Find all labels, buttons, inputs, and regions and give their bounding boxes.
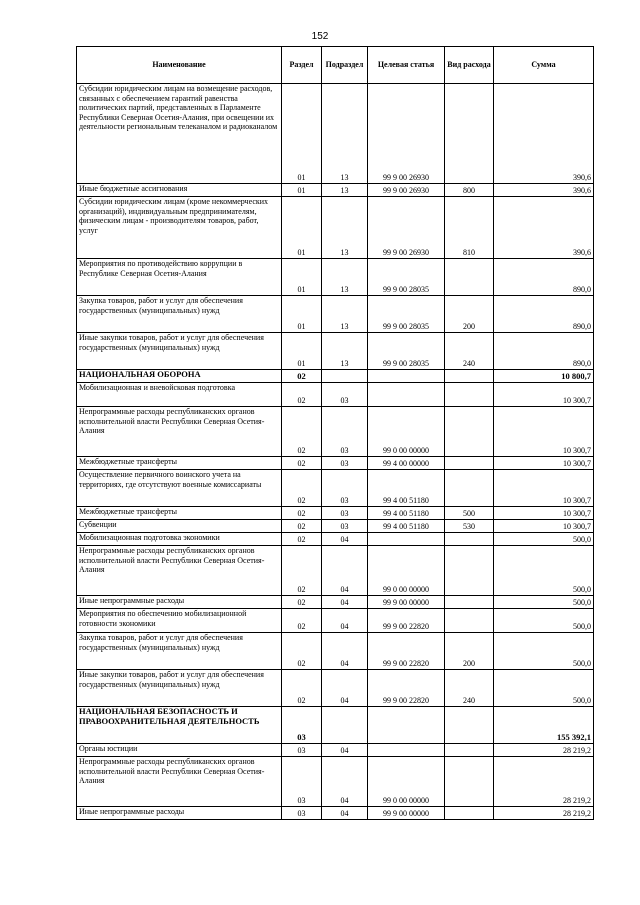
- header-razdel: Раздел: [282, 47, 322, 84]
- cell-summa: 28 219,2: [494, 744, 594, 757]
- cell-statya: 99 0 00 00000: [368, 407, 445, 457]
- cell-summa: 28 219,2: [494, 757, 594, 807]
- cell-summa: 500,0: [494, 670, 594, 707]
- cell-summa: 890,0: [494, 333, 594, 370]
- cell-podrazdel: [322, 707, 368, 744]
- cell-vid: 810: [445, 197, 494, 259]
- cell-vid: 240: [445, 333, 494, 370]
- cell-vid: 200: [445, 296, 494, 333]
- cell-razdel: 01: [282, 184, 322, 197]
- table-header: [77, 47, 594, 84]
- cell-podrazdel: 13: [322, 184, 368, 197]
- cell-podrazdel: 13: [322, 333, 368, 370]
- cell-name: Осуществление первичного воинского учета на территориях, где отсутствуют военные комиссариаты: [77, 470, 282, 507]
- cell-vid: [445, 546, 494, 596]
- table-row: [77, 744, 594, 757]
- cell-statya: 99 9 00 28035: [368, 333, 445, 370]
- cell-vid: [445, 370, 494, 383]
- table-row: [77, 470, 594, 507]
- cell-statya: [368, 370, 445, 383]
- cell-statya: 99 4 00 00000: [368, 457, 445, 470]
- cell-razdel: 02: [282, 383, 322, 407]
- table-row: [77, 533, 594, 546]
- cell-statya: 99 4 00 51180: [368, 520, 445, 533]
- cell-summa: 390,6: [494, 84, 594, 184]
- table-row: [77, 259, 594, 296]
- table-row: [77, 596, 594, 609]
- cell-razdel: 01: [282, 197, 322, 259]
- cell-vid: 240: [445, 670, 494, 707]
- cell-statya: 99 9 00 26930: [368, 184, 445, 197]
- table-row: [77, 84, 594, 184]
- cell-statya: 99 9 00 22820: [368, 633, 445, 670]
- cell-vid: [445, 707, 494, 744]
- cell-vid: [445, 807, 494, 820]
- cell-vid: [445, 84, 494, 184]
- cell-statya: 99 4 00 51180: [368, 470, 445, 507]
- page-number: 152: [311, 31, 329, 42]
- cell-vid: 200: [445, 633, 494, 670]
- cell-name: Мероприятия по противодействию коррупции в Республике Северная Осетия-Алания: [77, 259, 282, 296]
- cell-razdel: 02: [282, 546, 322, 596]
- header-name: Наименование: [77, 47, 282, 84]
- cell-summa: 390,6: [494, 184, 594, 197]
- cell-razdel: 02: [282, 633, 322, 670]
- cell-podrazdel: 04: [322, 670, 368, 707]
- cell-name: Иные непрограммные расходы: [77, 807, 282, 820]
- header-podrazdel: Подраздел: [322, 47, 368, 84]
- cell-vid: [445, 383, 494, 407]
- cell-statya: 99 9 00 28035: [368, 259, 445, 296]
- cell-summa: 28 219,2: [494, 807, 594, 820]
- cell-name: Закупка товаров, работ и услуг для обеспечения государственных (муниципальных) нужд: [77, 296, 282, 333]
- cell-name: Непрограммные расходы республиканских органов исполнительной власти Республики Северная Осетия-Алания: [77, 546, 282, 596]
- cell-podrazdel: 04: [322, 757, 368, 807]
- cell-razdel: 02: [282, 520, 322, 533]
- cell-summa: 500,0: [494, 546, 594, 596]
- cell-name: Иные непрограммные расходы: [77, 596, 282, 609]
- cell-summa: 10 300,7: [494, 520, 594, 533]
- table-row: [77, 333, 594, 370]
- cell-podrazdel: 03: [322, 520, 368, 533]
- cell-name: Межбюджетные трансферты: [77, 507, 282, 520]
- cell-razdel: 02: [282, 596, 322, 609]
- cell-name: НАЦИОНАЛЬНАЯ БЕЗОПАСНОСТЬ И ПРАВООХРАНИТЕЛЬНАЯ ДЕЯТЕЛЬНОСТЬ: [77, 707, 282, 744]
- cell-statya: [368, 744, 445, 757]
- table-row: [77, 757, 594, 807]
- cell-podrazdel: 03: [322, 470, 368, 507]
- cell-statya: [368, 383, 445, 407]
- cell-summa: 10 300,7: [494, 383, 594, 407]
- cell-name: Мероприятия по обеспечению мобилизационной готовности экономики: [77, 609, 282, 633]
- cell-razdel: 02: [282, 457, 322, 470]
- cell-vid: [445, 596, 494, 609]
- table-row: [77, 407, 594, 457]
- cell-summa: 10 300,7: [494, 457, 594, 470]
- header-statya: Целевая статья: [368, 47, 445, 84]
- cell-name: Непрограммные расходы республиканских органов исполнительной власти Республики Северная Осетия-Алания: [77, 407, 282, 457]
- cell-razdel: 01: [282, 296, 322, 333]
- cell-name: Субвенции: [77, 520, 282, 533]
- budget-table: [76, 46, 594, 820]
- cell-summa: 500,0: [494, 596, 594, 609]
- table-row: [77, 609, 594, 633]
- cell-vid: 800: [445, 184, 494, 197]
- cell-podrazdel: 04: [322, 807, 368, 820]
- cell-summa: 10 300,7: [494, 507, 594, 520]
- cell-razdel: 02: [282, 370, 322, 383]
- cell-razdel: 01: [282, 84, 322, 184]
- cell-vid: [445, 744, 494, 757]
- cell-statya: 99 9 00 28035: [368, 296, 445, 333]
- table-row: [77, 184, 594, 197]
- cell-vid: [445, 407, 494, 457]
- cell-podrazdel: 04: [322, 596, 368, 609]
- cell-podrazdel: 04: [322, 609, 368, 633]
- cell-statya: 99 9 00 00000: [368, 596, 445, 609]
- cell-summa: 155 392,1: [494, 707, 594, 744]
- cell-razdel: 02: [282, 407, 322, 457]
- cell-podrazdel: 13: [322, 197, 368, 259]
- cell-razdel: 02: [282, 609, 322, 633]
- table-row: [77, 546, 594, 596]
- cell-name: Мобилизационная и вневойсковая подготовка: [77, 383, 282, 407]
- cell-statya: 99 0 00 00000: [368, 546, 445, 596]
- cell-summa: 10 800,7: [494, 370, 594, 383]
- cell-podrazdel: 03: [322, 383, 368, 407]
- table-row: [77, 507, 594, 520]
- table-row: [77, 197, 594, 259]
- cell-name: Субсидии юридическим лицам на возмещение расходов, связанных с обеспечением гарантий равенства политических партий, представленных в Парламенте Республики Северная Осетия-Алания, при освещении их деятельности региональным телеканалом и радиоканалом: [77, 84, 282, 184]
- header-vid: Вид расхода: [445, 47, 494, 84]
- table-row: [77, 457, 594, 470]
- cell-statya: 99 9 00 26930: [368, 197, 445, 259]
- cell-vid: [445, 470, 494, 507]
- cell-name: Мобилизационная подготовка экономики: [77, 533, 282, 546]
- table-row: [77, 370, 594, 383]
- table-row: [77, 633, 594, 670]
- cell-razdel: 02: [282, 470, 322, 507]
- cell-razdel: 03: [282, 707, 322, 744]
- table-row: [77, 707, 594, 744]
- cell-vid: 530: [445, 520, 494, 533]
- cell-name: Закупка товаров, работ и услуг для обеспечения государственных (муниципальных) нужд: [77, 633, 282, 670]
- cell-razdel: 01: [282, 259, 322, 296]
- cell-summa: 890,0: [494, 259, 594, 296]
- cell-vid: [445, 757, 494, 807]
- cell-summa: 890,0: [494, 296, 594, 333]
- cell-razdel: 03: [282, 744, 322, 757]
- cell-podrazdel: 03: [322, 407, 368, 457]
- cell-statya: [368, 707, 445, 744]
- cell-name: Непрограммные расходы республиканских органов исполнительной власти Республики Северная Осетия-Алания: [77, 757, 282, 807]
- cell-vid: [445, 457, 494, 470]
- table-row: [77, 520, 594, 533]
- table-row: [77, 296, 594, 333]
- cell-podrazdel: 03: [322, 507, 368, 520]
- cell-razdel: 01: [282, 333, 322, 370]
- cell-razdel: 02: [282, 533, 322, 546]
- cell-vid: [445, 533, 494, 546]
- cell-podrazdel: 04: [322, 633, 368, 670]
- cell-podrazdel: 13: [322, 259, 368, 296]
- cell-statya: 99 4 00 51180: [368, 507, 445, 520]
- cell-statya: 99 9 00 26930: [368, 84, 445, 184]
- cell-podrazdel: 03: [322, 457, 368, 470]
- cell-statya: 99 9 00 22820: [368, 609, 445, 633]
- cell-razdel: 03: [282, 807, 322, 820]
- header-summa: Сумма: [494, 47, 594, 84]
- cell-summa: 500,0: [494, 609, 594, 633]
- cell-name: Иные закупки товаров, работ и услуг для обеспечения государственных (муниципальных) нужд: [77, 670, 282, 707]
- cell-razdel: 03: [282, 757, 322, 807]
- cell-podrazdel: [322, 370, 368, 383]
- cell-summa: 10 300,7: [494, 470, 594, 507]
- cell-name: НАЦИОНАЛЬНАЯ ОБОРОНА: [77, 370, 282, 383]
- cell-vid: 500: [445, 507, 494, 520]
- cell-razdel: 02: [282, 507, 322, 520]
- cell-summa: 390,6: [494, 197, 594, 259]
- cell-summa: 500,0: [494, 533, 594, 546]
- table-row: [77, 383, 594, 407]
- cell-podrazdel: 04: [322, 546, 368, 596]
- cell-vid: [445, 259, 494, 296]
- cell-vid: [445, 609, 494, 633]
- cell-podrazdel: 04: [322, 533, 368, 546]
- cell-podrazdel: 04: [322, 744, 368, 757]
- cell-summa: 500,0: [494, 633, 594, 670]
- cell-statya: [368, 533, 445, 546]
- cell-summa: 10 300,7: [494, 407, 594, 457]
- cell-statya: 99 9 00 00000: [368, 807, 445, 820]
- cell-name: Иные бюджетные ассигнования: [77, 184, 282, 197]
- cell-podrazdel: 13: [322, 296, 368, 333]
- cell-name: Органы юстиции: [77, 744, 282, 757]
- cell-statya: 99 9 00 22820: [368, 670, 445, 707]
- cell-podrazdel: 13: [322, 84, 368, 184]
- table-row: [77, 670, 594, 707]
- cell-statya: 99 0 00 00000: [368, 757, 445, 807]
- table-row: [77, 807, 594, 820]
- cell-name: Иные закупки товаров, работ и услуг для обеспечения государственных (муниципальных) нужд: [77, 333, 282, 370]
- cell-razdel: 02: [282, 670, 322, 707]
- cell-name: Субсидии юридическим лицам (кроме некоммерческих организаций), индивидуальным предпринимателям, физическим лицам - производителям товаров, работ, услуг: [77, 197, 282, 259]
- cell-name: Межбюджетные трансферты: [77, 457, 282, 470]
